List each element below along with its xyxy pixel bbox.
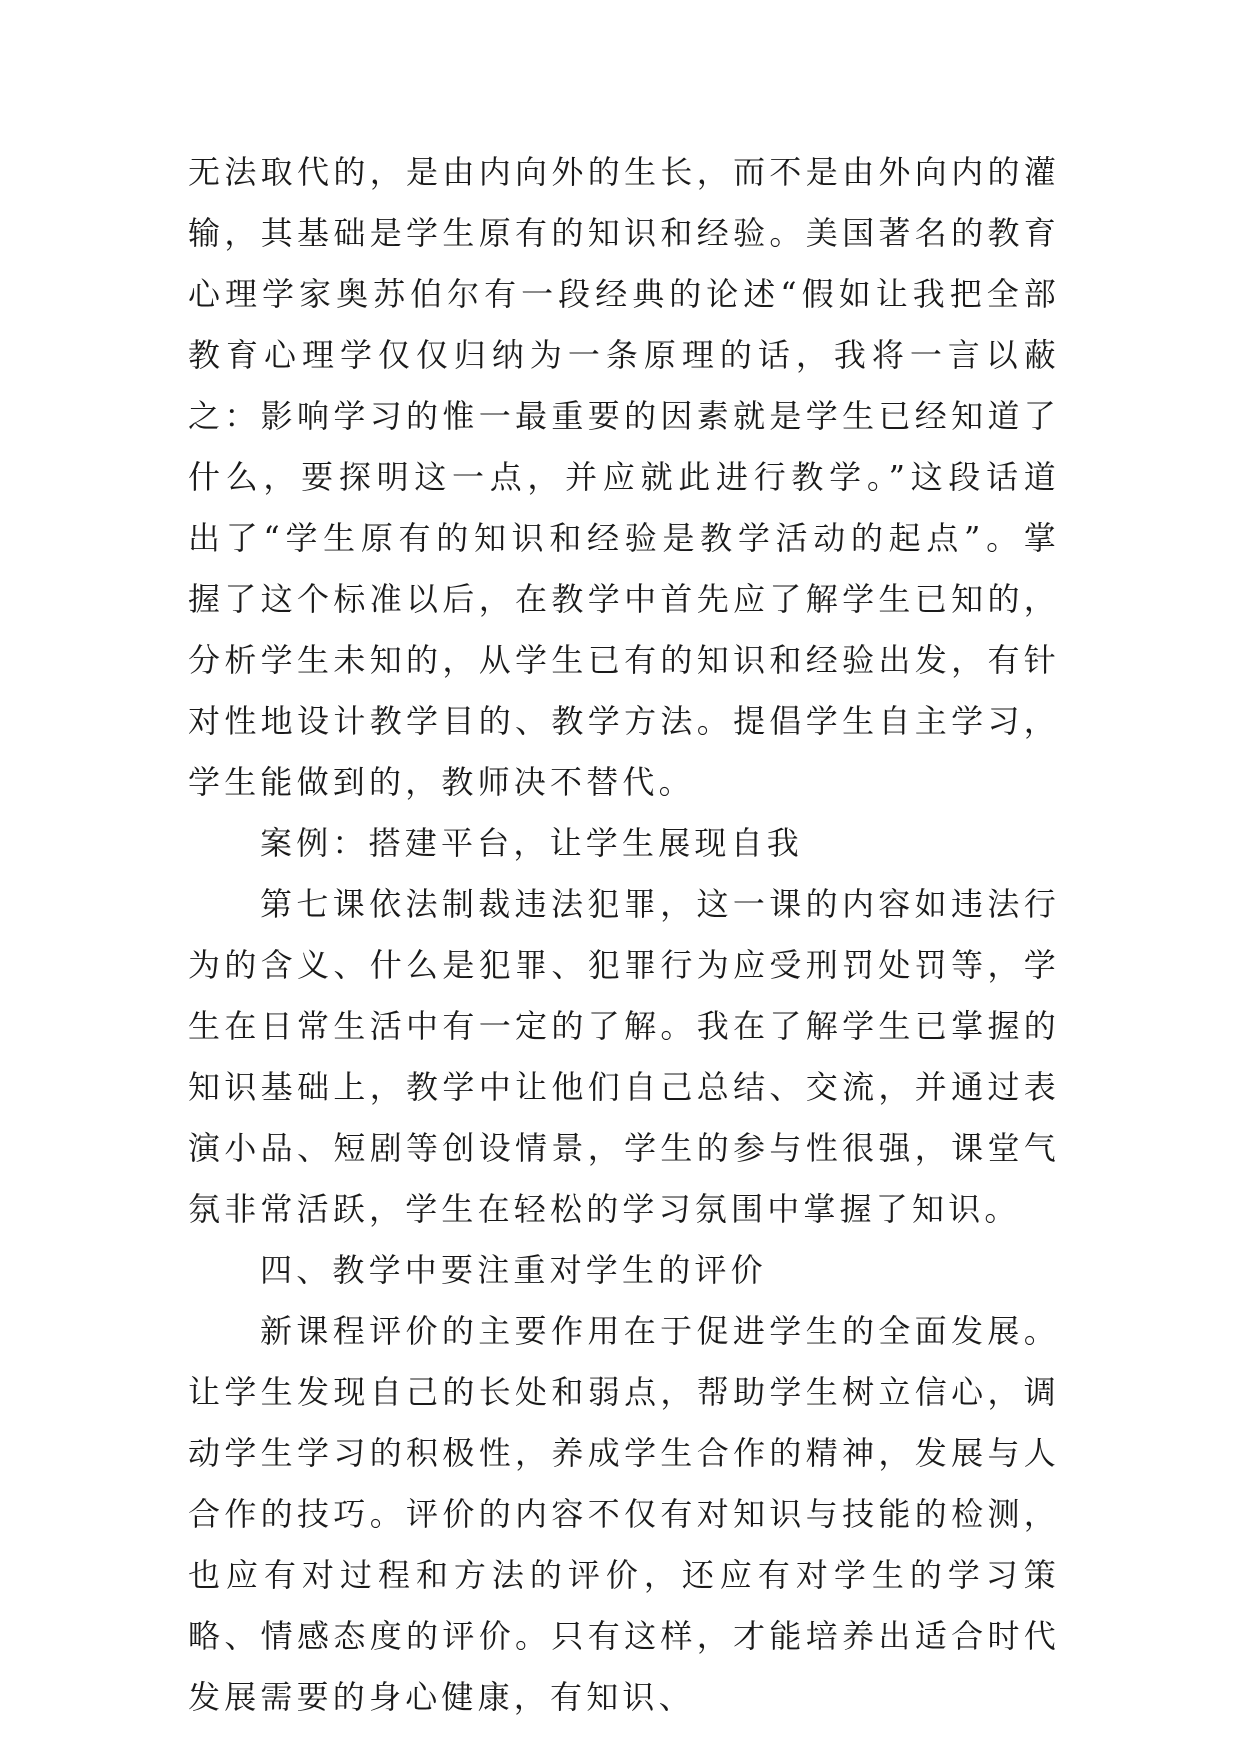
section-heading: 四、教学中要注重对学生的评价 [260, 1251, 767, 1289]
case-paragraph: 第七课依法制裁违法犯罪，这一课的内容如违法行为的含义、什么是犯罪、犯罪行为应受刑罚处罚等，学生在日常生活中有一定的了解。我在了解学生已掌握的知识基础上，教学中让他们自己总结、交流，并通过表演小品、短剧等创设情景，学生的参与性很强，课堂气氛非常活跃，学生在轻松的学习氛围中掌握了知识。 [188, 885, 1060, 1228]
paragraph-continuation: 无法取代的，是由内向外的生长，而不是由外向内的灌输，其基础是学生原有的知识和经验。美国著名的教育心理学家奥苏伯尔有一段经典的论述“假如让我把全部教育心理学仅仅归纳为一条原理的话，我将一言以蔽之：影响学习的惟一最重要的因素就是学生已经知道了什么，要探明这一点，并应就此进行教学。”这段话道出了“学生原有的知识和经验是教学活动的起点”。掌握了这个标准以后，在教学中首先应了解学生已知的，分析学生未知的，从学生已有的知识和经验出发，有针对性地设计教学目的、教学方法。提倡学生自主学习，学生能做到的，教师决不替代。 [188, 153, 1060, 801]
evaluation-paragraph: 新课程评价的主要作用在于促进学生的全面发展。让学生发现自己的长处和弱点，帮助学生树立信心，调动学生学习的积极性，养成学生合作的精神，发展与人合作的技巧。评价的内容不仅有对知识与技能的检测，也应有对过程和方法的评价，还应有对学生的学习策略、情感态度的评价。只有这样，才能培养出适合时代发展需要的身心健康，有知识、 [188, 1312, 1060, 1716]
document-page [188, 142, 1060, 1728]
case-heading: 案例：搭建平台，让学生展现自我 [260, 824, 804, 862]
